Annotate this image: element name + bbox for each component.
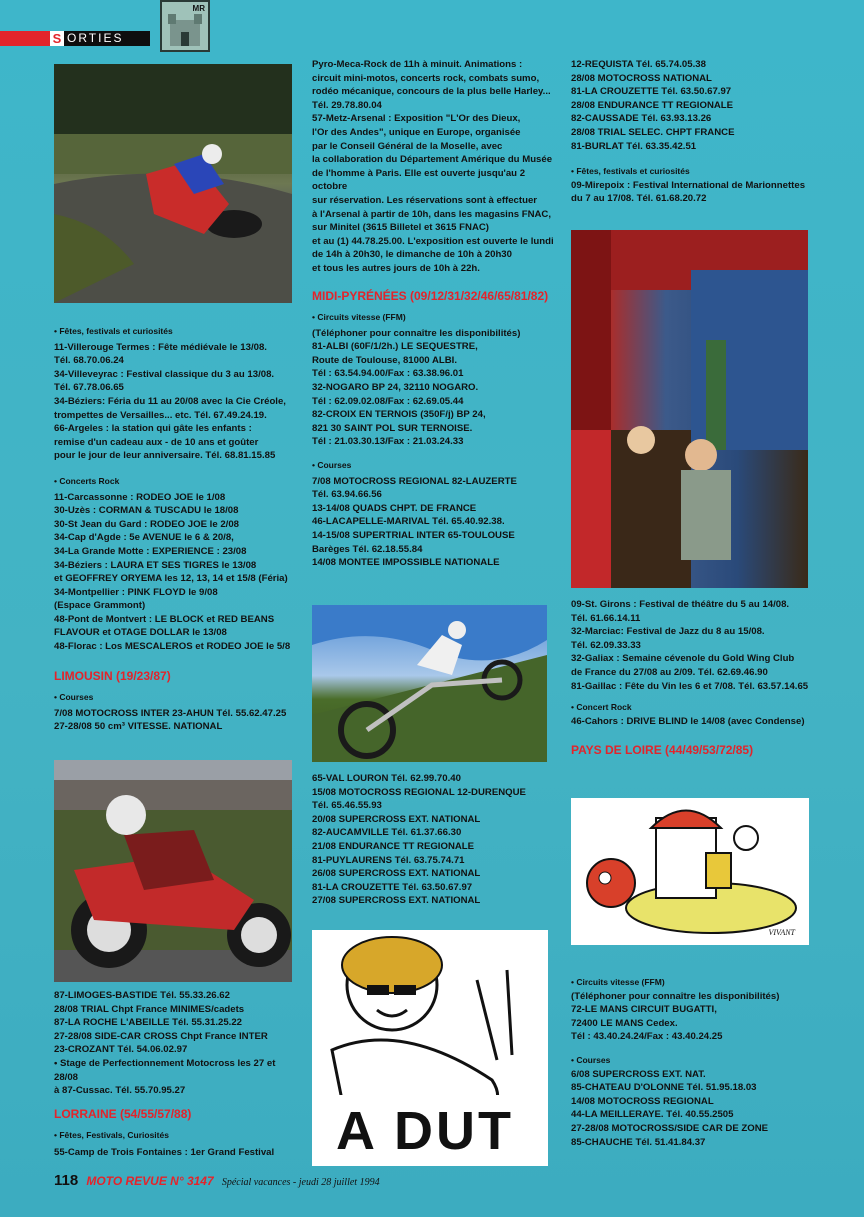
- list-item: 27-28/08 50 cm³ VITESSE. NATIONAL: [54, 721, 223, 733]
- list-item: de l'homme à Paris. Elle est ouverte jusqu'au 2 octobre: [312, 167, 526, 193]
- list-item: Pyro-Meca-Rock de 11h à minuit. Animations :: [312, 59, 523, 70]
- list-item: sur Minitel (3615 Billetel et 3615 FNAC): [312, 222, 490, 234]
- list-item: circuit mini-motos, concerts rock, combats sumo,: [312, 72, 540, 84]
- list-item: 34-Béziers : LAURA ET SES TIGRES le 13/08: [54, 559, 257, 571]
- list-item: 7/08 MOTOCROSS REGIONAL 82-LAUZERTE: [312, 475, 517, 487]
- lorraine-title: LORRAINE (54/55/57/88): [54, 1106, 192, 1121]
- midi-pyrenees-title: MIDI-PYRÉNÉES (09/12/31/32/46/65/81/82): [312, 288, 549, 303]
- circuits-heading: • Circuits vitesse (FFM): [312, 312, 406, 323]
- pays-de-loire-title: PAYS DE LOIRE (44/49/53/72/85): [571, 743, 754, 758]
- list-item: 09-Mirepoix : Festival International de Marionnettes: [571, 179, 806, 191]
- list-item: 34-La Grande Motte : EXPERIENCE : 23/08: [54, 545, 247, 557]
- list-item: 27-28/08 MOTOCROSS/SIDE CAR DE ZONE: [571, 1122, 769, 1134]
- list-item: 81-ALBI (60F/1/2h.) LE SEQUESTRE,: [312, 341, 478, 353]
- section-header: [0, 31, 150, 46]
- courses-heading: • Courses: [571, 1054, 611, 1065]
- list-item: et au (1) 44.78.25.00. L'exposition est ouverte le lundi: [312, 235, 554, 247]
- courses-heading: • Courses: [312, 460, 352, 471]
- list-item: Tél : 21.03.30.13/Fax : 21.03.24.33: [312, 436, 464, 448]
- list-item: 32-Marciac: Festival de Jazz du 8 au 15/08.: [571, 626, 765, 638]
- list-item: 34-Béziers: Féria du 11 au 20/08 avec la Cie Créole,: [54, 395, 286, 407]
- motorcycle-racer-photo: [54, 64, 292, 303]
- list-item: 48-Florac : Los MESCALEROS et RODEO JOE le 5/8: [54, 641, 291, 653]
- fetes-list: [54, 341, 302, 463]
- list-item: et tous les autres jours de 10h à 22h.: [312, 262, 480, 274]
- list-item: 6/08 SUPERCROSS EXT. NAT.: [571, 1068, 706, 1080]
- concert-heading: • Concert Rock: [571, 702, 632, 713]
- list-item: 11-Carcassonne : RODEO JOE le 1/08: [54, 491, 226, 503]
- list-item: 34-Villeveyrac : Festival classique du 3 au 13/08.: [54, 368, 275, 380]
- list-item: Tél. 68.70.06.24: [54, 355, 124, 367]
- cartoon-illustration: [312, 930, 548, 1166]
- list-item: 85-CHATEAU D'OLONNE Tél. 51.95.18.03: [571, 1082, 757, 1094]
- limousin-courses-heading: • Courses: [54, 692, 94, 703]
- list-item: 48-Pont de Montvert : LE BLOCK et RED BEANS: [54, 613, 275, 625]
- list-item: 28/08 TRIAL Chpt France MINIMES/cadets: [54, 1003, 245, 1015]
- list-item: 46-LACAPELLE-MARIVAL Tél. 65.40.92.38.: [312, 516, 505, 528]
- list-item: 15/08 MOTOCROSS REGIONAL 12-DURENQUE: [312, 786, 526, 798]
- list-item: 821 30 SAINT POL SUR TERNOISE.: [312, 422, 473, 434]
- fetes-heading: • Fêtes, festivals et curiosités: [571, 166, 690, 177]
- list-item: 87-LA ROCHE L'ABEILLE Tél. 55.31.25.22: [54, 1017, 242, 1029]
- list-item: du 7 au 17/08. Tél. 61.68.20.72: [571, 193, 707, 205]
- list-item: par le Conseil Général de la Moselle, avec: [312, 140, 503, 152]
- list-item: l'Or des Andes", unique en Europe, organisée: [312, 126, 521, 138]
- list-item: 34-Montpellier : PINK FLOYD le 9/08: [54, 586, 218, 598]
- section-letter: S: [50, 31, 64, 46]
- list-item: à 87-Cussac. Tél. 55.70.95.27: [54, 1085, 186, 1097]
- list-item: Tél : 62.09.02.08/Fax : 62.69.05.44: [312, 395, 464, 407]
- list-item: 81-PUYLAURENS Tél. 63.75.74.71: [312, 854, 465, 866]
- list-item: 28/08 TRIAL SELEC. CHPT FRANCE: [571, 126, 735, 138]
- list-item: 11-Villerouge Termes : Fête médiévale le 13/08.: [54, 341, 267, 353]
- list-item: 28/08 ENDURANCE TT REGIONALE: [571, 99, 734, 111]
- list-item: 30-St Jean du Gard : RODEO JOE le 2/08: [54, 518, 240, 530]
- column-3-bottom: [571, 972, 821, 1149]
- list-item: Tél. 65.46.55.93: [312, 800, 382, 812]
- list-item: (Téléphoner pour connaître les disponibilités): [312, 327, 521, 339]
- list-item: 30-Uzès : CORMAN & TUSCADU le 18/08: [54, 505, 239, 517]
- list-item: la collaboration du Département Amérique du Musée: [312, 154, 553, 166]
- issue-subtitle: Spécial vacances - jeudi 28 juillet 1994: [221, 1177, 380, 1188]
- list-item: (Espace Grammont): [54, 600, 146, 612]
- limousin-courses-list: [54, 707, 302, 734]
- list-item: 20/08 SUPERCROSS EXT. NATIONAL: [312, 813, 481, 825]
- list-item: 46-Cahors : DRIVE BLIND le 14/08 (avec Condense): [571, 715, 805, 727]
- page-footer: [54, 1172, 380, 1189]
- list-item: 14/08 MONTEE IMPOSSIBLE NATIONALE: [312, 557, 500, 569]
- list-item: 82-AUCAMVILLE Tél. 61.37.66.30: [312, 827, 462, 839]
- list-item: 57-Metz-Arsenal : Exposition "L'Or des Dieux,: [312, 113, 521, 125]
- list-item: 44-LA MEILLERAYE. Tél. 40.55.2505: [571, 1109, 734, 1121]
- list-item: 12-REQUISTA Tél. 65.74.05.38: [571, 59, 706, 70]
- limousin-title: LIMOUSIN (19/23/87): [54, 668, 171, 683]
- list-item: 65-VAL LOURON Tél. 62.99.70.40: [312, 773, 461, 784]
- rock-list: [54, 491, 302, 654]
- list-item: Tél. 62.09.33.33: [571, 639, 641, 651]
- list-item: 55-Camp de Trois Fontaines : 1er Grand Festival: [54, 1146, 275, 1158]
- section-name: ORTIES: [64, 31, 150, 46]
- list-item: sur réservation. Les réservations sont à effectuer: [312, 194, 538, 206]
- list-item: 14/08 MOTOCROSS REGIONAL: [571, 1095, 714, 1107]
- circuits-heading: • Circuits vitesse (FFM): [571, 977, 665, 987]
- list-item: 14-15/08 SUPERTRIAL INTER 65-TOULOUSE: [312, 530, 515, 541]
- list-item: • Stage de Perfectionnement Motocross les 27 et 28/08: [54, 1057, 276, 1083]
- list-item: 26/08 SUPERCROSS EXT. NATIONAL: [312, 868, 481, 880]
- list-item: Tél : 63.54.94.00/Fax : 63.38.96.01: [312, 368, 464, 380]
- list-item: 82-CROIX EN TERNOIS (350F/j) BP 24,: [312, 409, 486, 421]
- list-item: 32-Galiax : Semaine cévenole du Gold Wing Club: [571, 653, 795, 665]
- column-2-lower: [312, 772, 560, 908]
- cartoon-caption: A DUT: [336, 1101, 514, 1161]
- list-item: remise d'un cadeau aux - de 10 ans et goûter: [54, 436, 259, 448]
- list-item: de 14h à 20h30, le dimanche de 10h à 20h30: [312, 249, 512, 261]
- list-item: 81-BURLAT Tél. 63.35.42.51: [571, 140, 697, 152]
- list-item: 34-Cap d'Agde : 5e AVENUE le 6 & 20/8,: [54, 532, 234, 544]
- list-item: 82-CAUSSADE Tél. 63.93.13.26: [571, 113, 712, 125]
- magazine-name: MOTO REVUE N° 3147: [86, 1174, 214, 1188]
- page-number: 118: [54, 1172, 79, 1189]
- column-2: [312, 58, 560, 570]
- logo-text: MR: [192, 4, 205, 13]
- list-item: 81-LA CROUZETTE Tél. 63.50.67.97: [571, 86, 732, 98]
- motorcycle-rider-photo: [54, 760, 292, 982]
- list-item: 81-LA CROUZETTE Tél. 63.50.67.97: [312, 881, 473, 893]
- list-item: 7/08 MOTOCROSS INTER 23-AHUN Tél. 55.62.47.25: [54, 707, 287, 719]
- list-item: trompettes de Versailles... etc. Tél. 67.49.24.19.: [54, 409, 267, 421]
- list-item: Tél. 29.78.80.04: [312, 99, 382, 111]
- list-item: 23-CROZANT Tél. 54.06.02.97: [54, 1044, 188, 1056]
- list-item: Tél. 63.94.66.56: [312, 489, 382, 501]
- list-item: 72-LE MANS CIRCUIT BUGATTI,: [571, 1004, 717, 1016]
- courses-list: [312, 475, 560, 570]
- list-item: 27/08 SUPERCROSS EXT. NATIONAL: [312, 895, 481, 907]
- list-item: 66-Argeles : la station qui gâte les enfants :: [54, 423, 252, 435]
- list-item: rodéo mécanique, concours de la plus belle Harley...: [312, 86, 551, 98]
- trial-bike-photo: [312, 605, 547, 762]
- list-item: 32-NOGARO BP 24, 32110 NOGARO.: [312, 382, 479, 394]
- list-item: FLAVOUR et OTAGE DOLLAR le 13/08: [54, 627, 227, 639]
- column-1-lower: [54, 989, 302, 1160]
- column-3: [571, 58, 821, 206]
- sorties-logo: [160, 0, 210, 52]
- snail-house-illustration: [571, 798, 809, 945]
- column-3-lower: [571, 598, 821, 766]
- list-item: 09-St. Girons : Festival de théâtre du 5 au 14/08.: [571, 599, 790, 610]
- list-item: 21/08 ENDURANCE TT REGIONALE: [312, 840, 475, 852]
- list-item: et GEOFFREY ORYEMA les 12, 13, 14 et 15/8 (Féria): [54, 573, 288, 585]
- list-item: 28/08 MOTOCROSS NATIONAL: [571, 72, 712, 84]
- circuits-list: [312, 327, 560, 449]
- list-item: 13-14/08 QUADS CHPT. DE FRANCE: [312, 502, 477, 514]
- lorraine-heading: • Fêtes, Festivals, Curiosités: [54, 1130, 169, 1141]
- fetes-heading: • Fêtes, festivals et curiosités: [54, 326, 173, 336]
- list-item: Tél. 67.78.06.65: [54, 382, 124, 394]
- rock-heading: • Concerts Rock: [54, 475, 120, 486]
- list-item: Tél. 61.66.14.11: [571, 612, 641, 624]
- list-item: (Téléphoner pour connaître les disponibilités): [571, 990, 780, 1002]
- puppet-theater-photo: [571, 230, 808, 588]
- list-item: 27-28/08 SIDE-CAR CROSS Chpt France INTER: [54, 1030, 268, 1042]
- list-item: pour le jour de leur anniversaire. Tél. 68.81.15.85: [54, 450, 276, 462]
- illustration-signature: VIVANT: [768, 928, 795, 937]
- list-item: à l'Arsenal à partir de 10h, dans les magasins FNAC,: [312, 208, 552, 220]
- list-item: 85-CHAUCHE Tél. 51.41.84.37: [571, 1136, 706, 1148]
- list-item: Tél : 43.40.24.24/Fax : 43.40.24.25: [571, 1031, 723, 1043]
- list-item: Route de Toulouse, 81000 ALBI.: [312, 354, 457, 366]
- list-item: Barèges Tél. 62.18.55.84: [312, 543, 423, 555]
- list-item: 87-LIMOGES-BASTIDE Tél. 55.33.26.62: [54, 990, 230, 1001]
- list-item: 72400 LE MANS Cedex.: [571, 1017, 678, 1029]
- list-item: 81-Gaillac : Fête du Vin les 6 et 7/08. Tél. 63.57.14.65: [571, 680, 809, 692]
- column-1: [54, 321, 302, 734]
- list-item: de France du 27/08 au 2/09. Tél. 62.69.46.90: [571, 666, 768, 678]
